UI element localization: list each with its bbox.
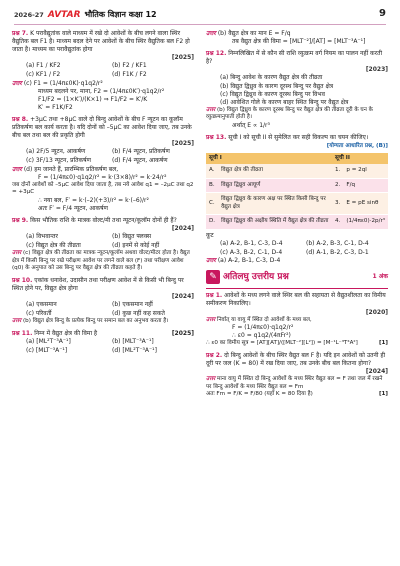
question-year: [2024] — [171, 225, 194, 233]
row-key: A. — [206, 164, 218, 178]
answer-label: उत्तर — [206, 376, 216, 383]
question-label: प्रश्न 12. — [206, 50, 227, 58]
question-label: प्रश्न 13. — [206, 134, 227, 142]
row-key: 4. — [332, 215, 343, 230]
row-key: C. — [206, 193, 218, 215]
question-text: किस भौतिक राशि के मात्रक वोल्ट/मी तथा न्यूटन/कूलॉम दोनों ही हैं? — [30, 216, 177, 224]
answer-text: (b) विद्युत द्विध्रुव के कारण दूरस्थ बिन्दु पर वैद्युत क्षेत्र की तीव्रता दूरी के घन के व्युत्क्रमानुपाती होती है। — [206, 106, 373, 121]
answer-text: (c) विद्युत क्षेत्र की तीव्रता का मात्रक न्यूटन/कूलॉम अथवा वोल्ट/मीटर होता है। वैद्युत क्षेत्र में किसी बिन्दु पर रखे परीक्षण आवेश पर लगने वाले बल (F) तथा परीक्षण आवेश (q0) के अनुपात को उस बिन्दु पर वैद्युत क्षेत्र की तीव्रता कहते हैं। — [12, 250, 190, 272]
table-row — [206, 215, 388, 230]
question-year: [2020] — [365, 308, 388, 316]
code-label: कूट — [206, 231, 214, 239]
row-item: विद्युत द्विध्रुव के कारण अक्ष पर स्थित किसी बिन्दु पर वैद्युत क्षेत्र — [218, 193, 332, 215]
option-c: (c) परिवर्ती — [26, 310, 52, 318]
answer-text: (c) F1 = (1/4πε0K)·q1q2/r² — [23, 79, 103, 87]
question-label: प्रश्न 8. — [12, 115, 29, 123]
option-d: (d) इनमें से कोई नहीं — [112, 242, 160, 250]
page-number: 9 — [379, 8, 386, 19]
row-key: 3. — [332, 193, 343, 215]
option-a: (a) विभवान्तर — [26, 233, 58, 241]
short-question-2 — [206, 352, 388, 399]
explanation-line: जब दोनों आवेशों को –5μC आवेश दिया जाता है, तब नये आवेश q1 = –2μC तथा q2 = +3μC — [12, 181, 194, 196]
table-row — [206, 193, 388, 215]
question-text: एकांक धनावेश, उदासीन तथा परीक्षण आवेश में से किसी भी बिन्दु पर स्थित होने पर, विद्युत क्षेत्र होगा — [12, 276, 184, 293]
option-c: (c) विद्युत द्विध्रुव के कारण दूरस्थ बिन्दु पर विभव — [220, 90, 325, 98]
equation-line — [206, 391, 388, 399]
option-d: (d) F/4 न्यूटन, आकर्षण — [112, 157, 168, 165]
question-13 — [206, 134, 388, 265]
equation-line: माध्यम बदलने पर, माना, F2 = (1/4πε0K′)·q1q2/r² — [38, 87, 165, 95]
section-title: अतिलघु उत्तरीय प्रश्न — [223, 272, 289, 283]
option-a: (a) एकसमान — [26, 301, 57, 309]
options — [12, 301, 194, 318]
option-b: (b) विद्युत द्विध्रुव के कारण दूरस्थ बिन्दु पर वैद्युत क्षेत्र — [220, 82, 334, 90]
row-item: विद्युत द्विध्रुव की अक्षीय स्थिति में वैद्युत क्षेत्र की तीव्रता — [218, 215, 332, 230]
question-year: [2025] — [171, 54, 194, 62]
pencil-icon: ✎ — [206, 270, 220, 284]
option-a: (a) [ML²T⁻³A⁻¹] — [26, 338, 71, 346]
column-header-1: सूची I — [206, 153, 332, 165]
options — [206, 74, 388, 106]
question-text: आवेशों के मध्य लगने वाले स्थिर बल की सहायता से वैद्युतशीलता का विमीय समीकरण निकालिए। — [206, 292, 386, 308]
equation-line: अर्थात् E ∝ 1/r³ — [232, 121, 270, 129]
equation-line: K′ = F1K/F2 — [38, 103, 73, 111]
option-b: (b) F2 / KF1 — [112, 62, 147, 70]
option-a: (a) बिन्दु आवेश के कारण वैद्युत क्षेत्र की तीव्रता — [220, 74, 323, 82]
answer-label: उत्तर — [12, 79, 22, 87]
code-option-b: (b) A-2, B-3, C-1, D-4 — [306, 240, 369, 248]
answer-label: उत्तर — [206, 106, 216, 113]
question-8 — [12, 116, 194, 213]
column-header-2: सूची II — [332, 153, 388, 165]
option-c: (c) KF1 / F2 — [26, 71, 61, 79]
code-option-c: (c) A-3, B-2, C-1, D-4 — [220, 249, 283, 257]
equation-line — [206, 340, 388, 348]
row-item: विद्युत द्विध्रुव आघूर्ण — [218, 178, 332, 193]
option-c: (c) [MLT⁻³A⁻¹] — [26, 347, 68, 355]
question-text: K परावैद्युतांक वाले माध्यम में रखे दो आवेशों के बीच लगने वाला स्थिर वैद्युतिक बल F1 है। माध्यम बदल देने पर आवेशों के बीच स्थिर वैद्युतिक बल F2 हो जाता है। माध्यम का परावैद्युतांक होगा — [12, 30, 190, 54]
answer-label: उत्तर — [12, 165, 22, 173]
question-year: [2025] — [171, 330, 194, 337]
table-row — [206, 164, 388, 178]
answer-text: निर्वात् या वायु में स्थित दो आवेशों के मध्य बल, — [217, 316, 312, 323]
option-a: (a) 2F/5 न्यूटन, आकर्षण — [26, 148, 86, 156]
question-9 — [12, 217, 194, 273]
question-text: सूची I को सूची II से सुमेलित कर सही विकल्प का चयन कीजिए। — [228, 134, 369, 142]
header-left — [14, 9, 157, 21]
answer-label: उत्तर — [12, 318, 22, 325]
question-12 — [206, 50, 388, 130]
option-d: (d) [ML²T⁻³A⁻¹] — [112, 347, 157, 355]
question-label: प्रश्न 1. — [206, 292, 223, 300]
question-10 — [12, 277, 194, 326]
question-label: प्रश्न 9. — [12, 216, 29, 224]
code-option-a: (a) A-2, B-1, C-3, D-4 — [220, 240, 283, 248]
page-header — [0, 0, 400, 26]
question-11 — [12, 330, 194, 355]
answer-label: उत्तर — [206, 30, 216, 37]
row-item: E = pE sinθ — [343, 193, 388, 215]
option-d: (d) F1K / F2 — [112, 71, 147, 79]
question-label: प्रश्न 10. — [12, 276, 33, 284]
answer-text: (b) वैद्युत क्षेत्र का मान E = F/q — [217, 30, 291, 37]
options — [12, 233, 194, 250]
question-tag: [योग्यता आधारित प्रश्न, (B)] — [326, 143, 388, 150]
answer-text: (d) हम जानते हैं, प्रारम्भिक प्रतिकर्षण बल, — [23, 165, 119, 173]
option-d: (d) कुछ नहीं कह सकते — [112, 310, 165, 318]
options — [12, 62, 194, 79]
option-c: (c) 3F/13 न्यूटन, प्रतिकर्षण — [26, 157, 91, 165]
question-text: निम्नलिखित में से कौन सी राशि व्युत्क्रम वर्ग नियम का पालन नहीं करती है? — [206, 50, 383, 66]
section-header — [206, 269, 388, 285]
left-column — [12, 30, 194, 359]
answer-text: (a) A-2, B-1, C-3, D-4 — [217, 257, 281, 265]
row-key: 1. — [332, 164, 343, 178]
equation-line: तब वैद्युत क्षेत्र की विमा = [MLT⁻²]/[AT] = [MLT⁻³A⁻¹] — [232, 38, 366, 46]
options — [12, 338, 194, 355]
equation-line: अतः F′ = F/4 न्यूटन, आकर्षण — [38, 204, 108, 212]
row-key: 2. — [332, 178, 343, 193]
section-marks: 1 अंक — [372, 273, 388, 281]
option-b: (b) F/4 न्यूटन, प्रतिकर्षण — [112, 148, 170, 156]
section-divider — [206, 288, 388, 289]
answer-label: उत्तर — [12, 250, 22, 257]
equation-line: F = (1/4πε0)·q1q2/r² = k·(3×8)/r² = k·24/r² — [38, 173, 167, 181]
row-key: B. — [206, 178, 218, 193]
dimension-formula: ∴ ε0 का विमीय सूत्र = [AT][AT]/([MLT⁻²][L²]) = [M⁻¹L⁻³T⁴A²] — [206, 340, 358, 347]
answer-label: उत्तर — [206, 257, 216, 265]
question-year: [2024] — [365, 368, 388, 376]
options — [12, 148, 194, 165]
code-option-d: (d) A-1, B-2, C-3, D-1 — [306, 249, 369, 257]
brand-logo: AVTAR — [47, 10, 81, 20]
question-text: +3μC तथा +8μC वाले दो बिन्दु आवेशों के बीच F न्यूटन का कूलॉम प्रतिकर्षण बल कार्य करता है। यदि दोनों को –5μC का आवेश दिया जाए, तब उनके बीच बल तथा बल की प्रकृति होगी — [12, 115, 192, 140]
right-column — [206, 30, 388, 403]
header-divider — [14, 24, 386, 25]
row-item: F/q — [343, 178, 388, 193]
equation-line: ∴ ε0 = q1q2/(4πFr²) — [232, 332, 291, 340]
option-b: (b) [MLT⁻³A⁻¹] — [112, 338, 154, 346]
question-year: [2024] — [171, 293, 194, 301]
question-year: [2025] — [171, 140, 194, 148]
equation-line: F1/F2 = (1×K′)/(K×1) ⇒ F1/F2 = K′/K — [38, 95, 148, 103]
answer-text: माना वायु में स्थित दो बिन्दु आवेशों के मध्य स्थिर वैद्युत बल = F तथा जल में रखने पर बिन्दु आवेशों के मध्य स्थिर वैद्युत बल = Fm — [206, 376, 383, 390]
option-b: (b) एकसमान नहीं — [112, 301, 153, 309]
force-formula: अतः Fm = F/K = F/80 (यहाँ K = 80 दिया है) — [206, 391, 313, 398]
question-text: निम्न में वैद्युत क्षेत्र की विमा है — [34, 330, 98, 337]
short-question-1 — [206, 292, 388, 348]
question-label: प्रश्न 7. — [12, 30, 29, 37]
row-key: D. — [206, 215, 218, 230]
question-year: [2023] — [365, 66, 388, 74]
row-item: विद्युत क्षेत्र की तीव्रता — [218, 164, 332, 178]
mark-label: [1] — [378, 391, 388, 398]
option-d: (d) आवेशित गोले के कारण बाहर स्थित बिन्दु पर वैद्युत क्षेत्र — [220, 98, 349, 106]
table-row — [206, 178, 388, 193]
option-c: (c) विद्युत क्षेत्र की तीव्रता — [26, 242, 81, 250]
question-label: प्रश्न 11. — [12, 330, 33, 337]
option-b: (b) विद्युत फ्लक्स — [112, 233, 152, 241]
row-item: p = 2ql — [343, 164, 388, 178]
question-label: प्रश्न 2. — [206, 351, 223, 359]
year-label: 2026-27 — [14, 10, 44, 19]
equation-line: ∴ नया बल, F′ = k·(–2)(+3)/r² = k·(–6)/r² — [38, 196, 149, 204]
row-item: (1/4πε0)·2p/r³ — [343, 215, 388, 230]
answer-11-continued — [206, 30, 388, 46]
equation-line: F = (1/4πε0)·q1q2/r² — [232, 324, 294, 332]
match-table — [206, 153, 388, 230]
code-options — [206, 240, 388, 257]
answer-text: (b) विद्युत क्षेत्र बिन्दु के प्रत्येक बिन्दु पर समान बल का अनुभव करता है। — [23, 318, 169, 325]
book-title: भौतिक विज्ञान कक्षा 12 — [84, 9, 157, 19]
question-7 — [12, 30, 194, 112]
answer-label: उत्तर — [206, 316, 216, 323]
option-a: (a) F1 / KF2 — [26, 62, 61, 70]
mark-label: [1] — [378, 340, 388, 347]
question-text: दो बिन्दु आवेशों के बीच स्थिर वैद्युत बल F है। यदि इन आवेशों को उतनी ही दूरी पर जल (K = 80) में रख दिया जाए, तब उनके बीच बल कितना होगा? — [206, 351, 386, 367]
